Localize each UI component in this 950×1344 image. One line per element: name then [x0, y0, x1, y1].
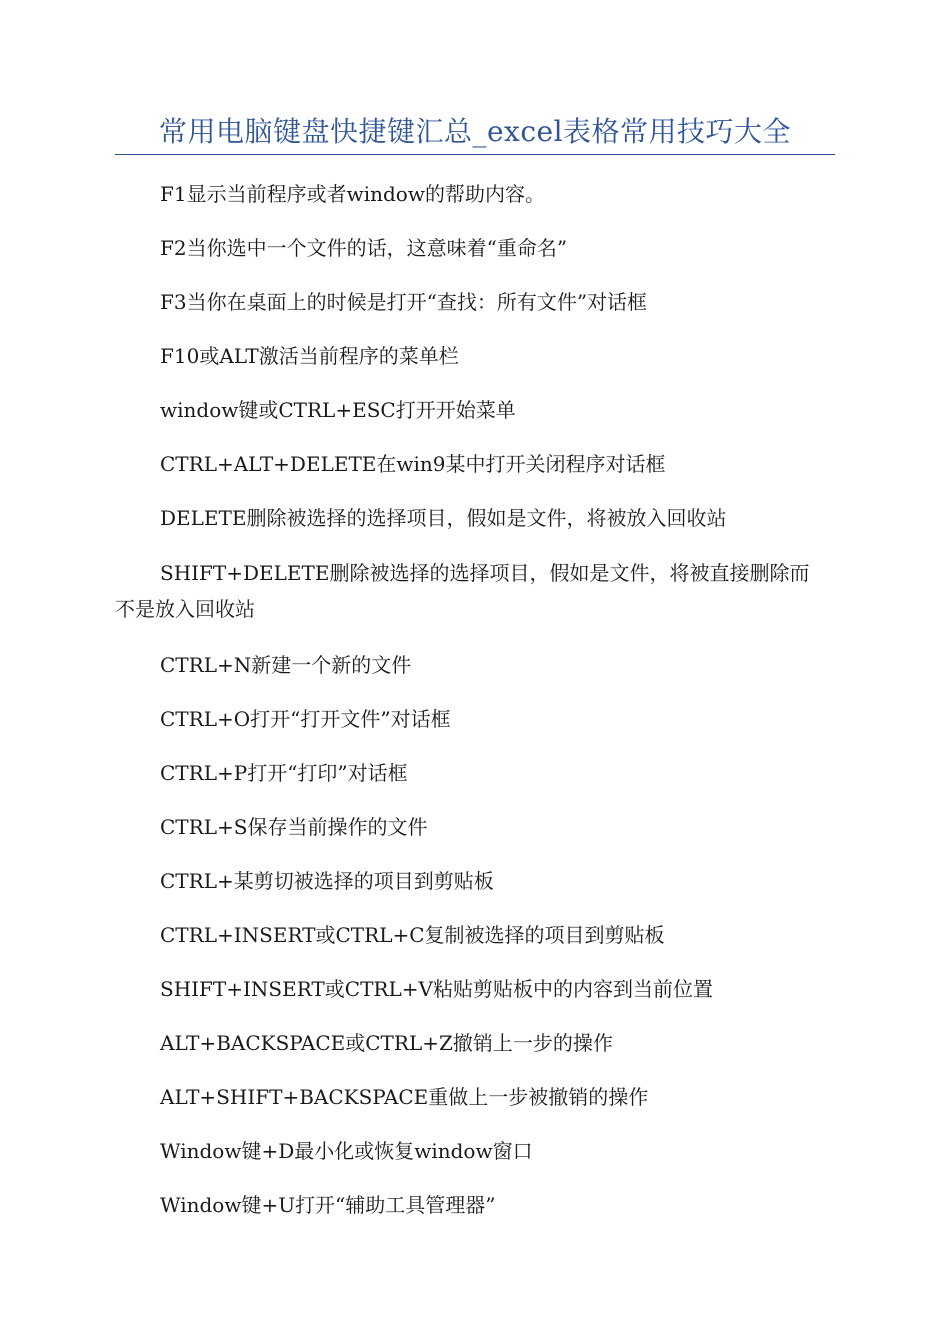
shortcut-line-ctrl-p: CTRL+P打开“打印”对话框 — [160, 761, 408, 785]
shortcut-line-ctrl-alt-delete: CTRL+ALT+DELETE在win9某中打开关闭程序对话框 — [160, 452, 666, 476]
shortcut-line-redo: ALT+SHIFT+BACKSPACE重做上一步被撤销的操作 — [160, 1085, 649, 1109]
shortcut-line-ctrl-n: CTRL+N新建一个新的文件 — [160, 653, 412, 677]
shortcut-line-ctrl-s: CTRL+S保存当前操作的文件 — [160, 815, 428, 839]
shortcut-line-f3: F3当你在桌面上的时候是打开“查找：所有文件”对话框 — [160, 290, 648, 314]
shortcut-line-ctrl-o: CTRL+O打开“打开文件”对话框 — [160, 707, 451, 731]
shortcut-line-ctrl-v: SHIFT+INSERT或CTRL+V粘贴剪贴板中的内容到当前位置 — [160, 977, 713, 1001]
shortcut-line-f1: F1显示当前程序或者window的帮助内容。 — [160, 182, 545, 206]
shortcut-line-win-u: Window键+U打开“辅助工具管理器” — [160, 1193, 496, 1217]
shortcut-line-win-d: Window键+D最小化或恢复window窗口 — [160, 1139, 533, 1163]
shortcut-line-shift-delete: SHIFT+DELETE删除被选择的选择项目，假如是文件，将被直接删除而不是放入回收站 — [115, 561, 810, 621]
page-title: 常用电脑键盘快捷键汇总_excel表格常用技巧大全 — [115, 112, 835, 155]
shortcut-line-f2: F2当你选中一个文件的话，这意味着“重命名” — [160, 236, 568, 260]
shortcut-line-ctrl-x: CTRL+某剪切被选择的项目到剪贴板 — [160, 869, 494, 893]
shortcut-line-delete: DELETE删除被选择的选择项目，假如是文件，将被放入回收站 — [160, 506, 727, 530]
shortcut-line-f10: F10或ALT激活当前程序的菜单栏 — [160, 344, 459, 368]
shortcut-line-window-key: window键或CTRL+ESC打开开始菜单 — [160, 398, 516, 422]
shortcut-line-ctrl-z: ALT+BACKSPACE或CTRL+Z撤销上一步的操作 — [160, 1031, 613, 1055]
shortcut-line-ctrl-c: CTRL+INSERT或CTRL+C复制被选择的项目到剪贴板 — [160, 923, 665, 947]
